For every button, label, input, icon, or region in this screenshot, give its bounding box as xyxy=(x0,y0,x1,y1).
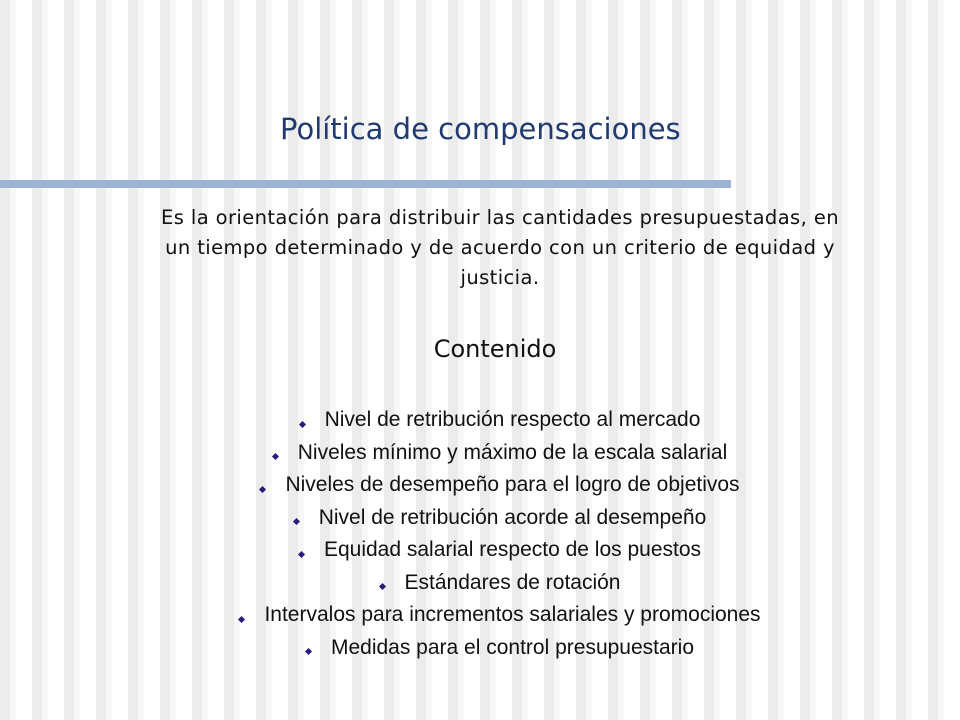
list-item-label: Nivel de retribución acorde al desempeño xyxy=(318,505,707,529)
contents-heading: Contenido xyxy=(433,335,557,363)
list-item-label: Niveles de desempeño para el logro de objetivos xyxy=(285,473,740,497)
list-item-label: Nivel de retribución respecto al mercado xyxy=(324,408,701,432)
list-item xyxy=(0,437,960,470)
list-item xyxy=(0,599,960,632)
list-item xyxy=(0,404,960,437)
definition-text: Es la orientación para distribuir las cantidades presupuestadas, en un tiempo determinado y de acuerdo con un criterio de equidad y justicia. xyxy=(161,206,839,289)
list-item xyxy=(0,469,960,502)
contents-list xyxy=(0,404,960,664)
list-item-label: Medidas para el control presupuestario xyxy=(330,635,695,659)
diamond-bullet-icon xyxy=(238,616,245,623)
diamond-bullet-icon xyxy=(272,453,279,460)
list-item-label: Estándares de rotación xyxy=(404,570,621,594)
diamond-bullet-icon xyxy=(259,486,266,493)
list-item xyxy=(0,534,960,567)
title-underline xyxy=(0,180,731,188)
list-item xyxy=(0,502,960,535)
list-item-label: Equidad salarial respecto de los puestos xyxy=(323,538,702,562)
diamond-bullet-icon xyxy=(378,583,385,590)
diamond-bullet-icon xyxy=(293,518,300,525)
list-item xyxy=(0,632,960,665)
list-item-label: Niveles mínimo y máximo de la escala salarial xyxy=(297,440,728,464)
diamond-bullet-icon xyxy=(299,421,306,428)
diamond-bullet-icon xyxy=(305,648,312,655)
list-item xyxy=(0,567,960,600)
diamond-bullet-icon xyxy=(298,551,305,558)
list-item-label: Intervalos para incrementos salariales y promociones xyxy=(264,603,761,627)
slide-title: Política de compensaciones xyxy=(280,112,681,146)
